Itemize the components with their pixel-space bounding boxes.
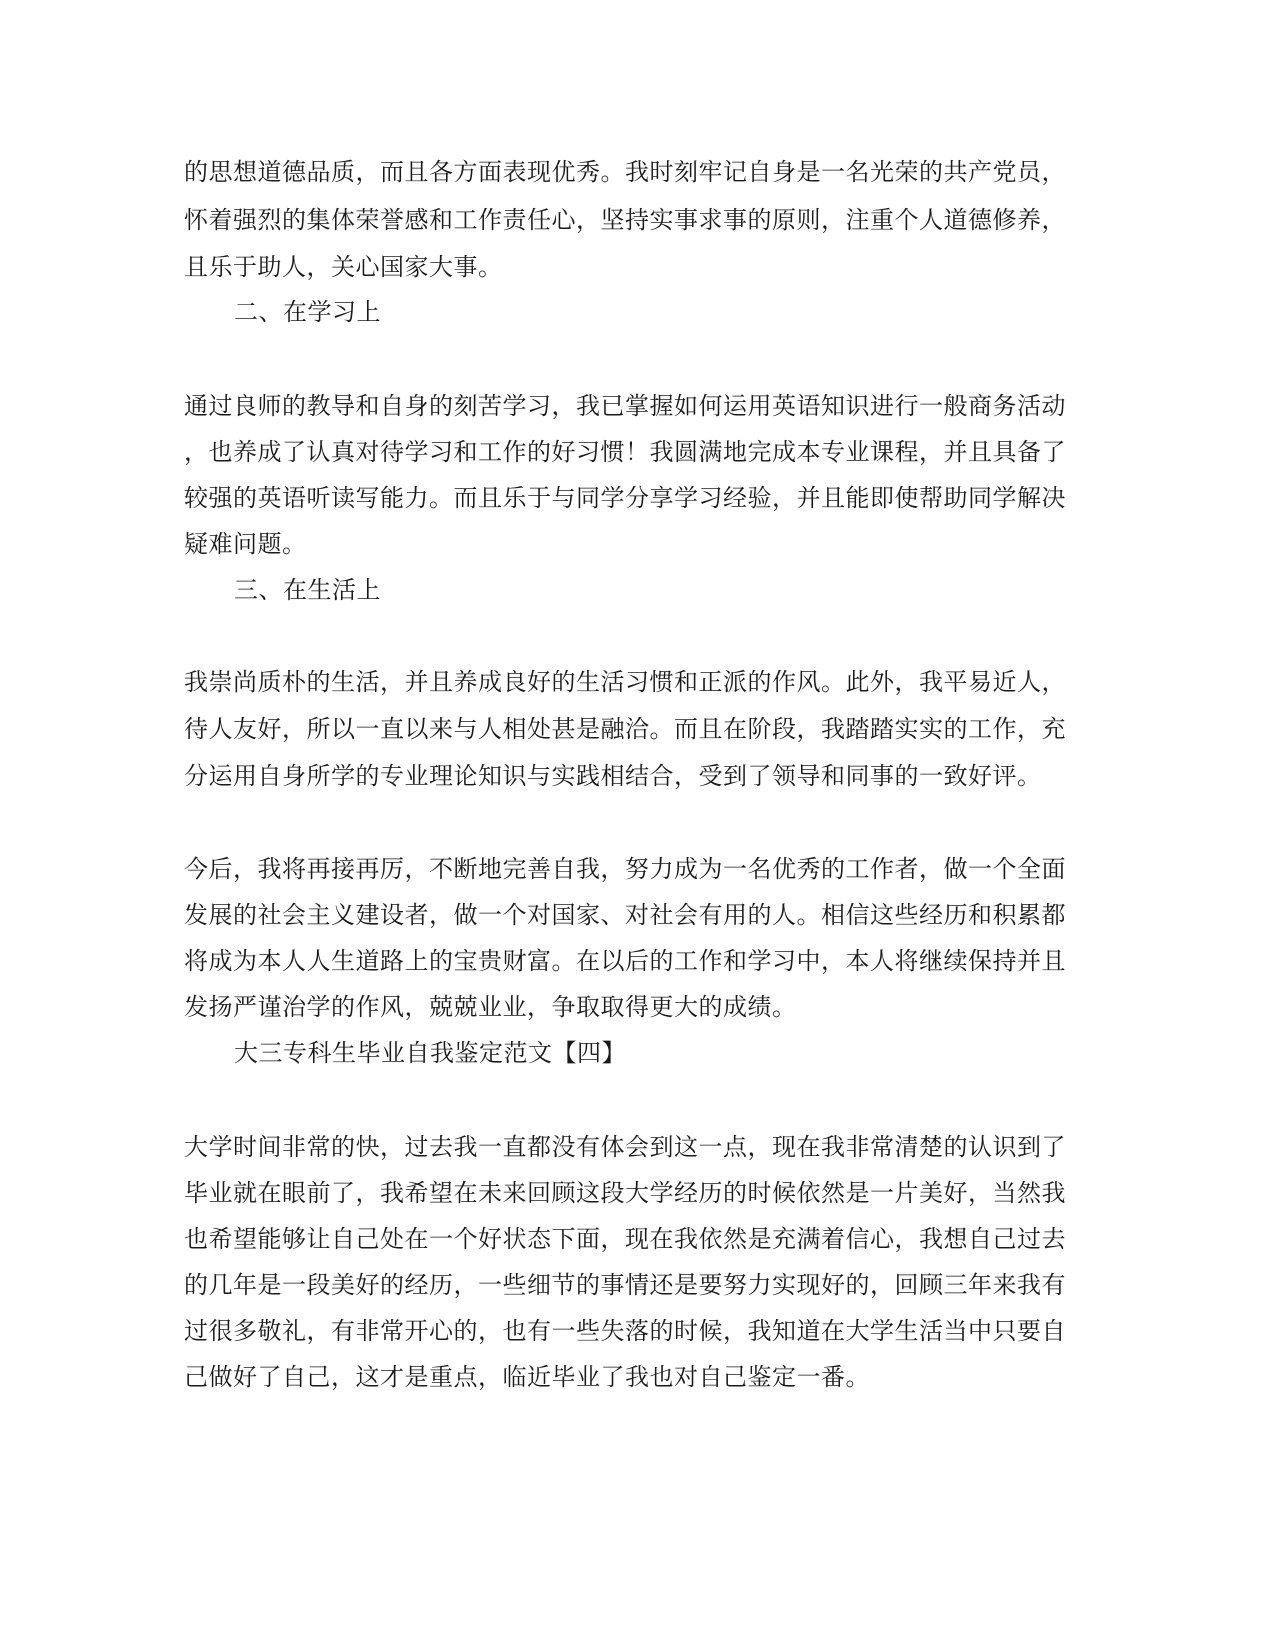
text-line: 我崇尚质朴的生活，并且养成良好的生活习惯和正派的作风。此外，我平易近人， [184,668,1066,696]
text-line: 发展的社会主义建设者，做一个对国家、对社会有用的人。相信这些经历和积累都 [184,901,1066,929]
text-line: 且乐于助人，关心国家大事。 [184,253,503,281]
text-line: 分运用自身所学的专业理论知识与实践相结合，受到了领导和同事的一致好评。 [184,762,1042,790]
text-line: 怀着强烈的集体荣誉感和工作责任心，坚持实事求事的原则，注重个人道德修养， [184,206,1066,234]
text-line: 的思想道德品质，而且各方面表现优秀。我时刻牢记自身是一名光荣的共产党员， [184,158,1066,186]
text-line: 通过良师的教导和自身的刻苦学习，我已掌握如何运用英语知识进行一般商务活动 [184,392,1066,420]
text-line: 也希望能够让自己处在一个好状态下面，现在我依然是充满着信心，我想自己过去 [184,1225,1066,1253]
text-line: 过很多敬礼，有非常开心的，也有一些失落的时候，我知道在大学生活当中只要自 [184,1317,1066,1345]
text-line: 大学时间非常的快，过去我一直都没有体会到这一点，现在我非常清楚的认识到了 [184,1133,1066,1161]
text-line: 待人友好，所以一直以来与人相处甚是融洽。而且在阶段，我踏踏实实的工作，充 [184,715,1066,743]
text-line: 发扬严谨治学的作风，兢兢业业，争取取得更大的成绩。 [184,993,797,1021]
section-heading-study: 二、在学习上 [234,298,381,326]
text-line: 疑难问题。 [184,530,307,558]
text-line: 的几年是一段美好的经历，一些细节的事情还是要努力实现好的，回顾三年来我有 [184,1271,1066,1299]
text-line: 较强的英语听读写能力。而且乐于与同学分享学习经验，并且能即使帮助同学解决 [184,484,1066,512]
text-line: 将成为本人人生道路上的宝贵财富。在以后的工作和学习中，本人将继续保持并且 [184,947,1066,975]
section-heading-life: 三、在生活上 [234,576,381,604]
section-title: 大三专科生毕业自我鉴定范文【四】 [234,1039,626,1067]
text-line: ，也养成了认真对待学习和工作的好习惯！我圆满地完成本专业课程，并且具备了 [184,438,1066,466]
text-line: 毕业就在眼前了，我希望在未来回顾这段大学经历的时候依然是一片美好，当然我 [184,1179,1066,1207]
text-line: 今后，我将再接再厉，不断地完善自我，努力成为一名优秀的工作者，做一个全面 [184,855,1066,883]
text-line: 己做好了自己，这才是重点，临近毕业了我也对自己鉴定一番。 [184,1363,870,1391]
